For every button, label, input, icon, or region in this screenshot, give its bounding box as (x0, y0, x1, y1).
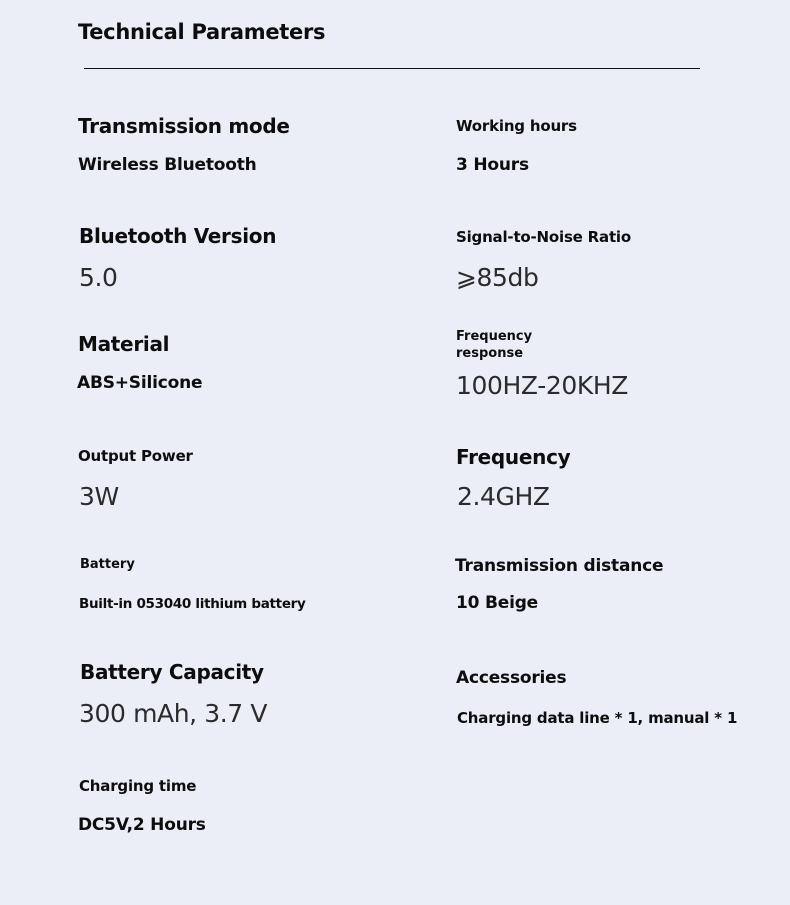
charging-time-value: DC5V,2 Hours (78, 815, 206, 835)
bluetooth-version-label: Bluetooth Version (79, 224, 277, 248)
material-label: Material (78, 332, 170, 356)
title-divider (84, 68, 700, 69)
frequency-value: 2.4GHZ (457, 482, 550, 511)
frequency-response-label-line2: response (456, 346, 524, 361)
battery-capacity-value: 300 mAh, 3.7 V (79, 699, 268, 728)
bluetooth-version-value: 5.0 (79, 263, 118, 292)
working-hours-value: 3 Hours (456, 155, 529, 175)
output-power-value: 3W (79, 482, 119, 511)
accessories-label: Accessories (456, 668, 567, 688)
output-power-label: Output Power (78, 447, 193, 465)
working-hours-label: Working hours (456, 117, 577, 135)
frequency-response-label-line1: Frequency (456, 329, 533, 344)
snr-label: Signal-to-Noise Ratio (456, 228, 631, 246)
transmission-mode-value: Wireless Bluetooth (78, 155, 257, 175)
frequency-label: Frequency (456, 445, 571, 469)
accessories-value: Charging data line * 1, manual * 1 (457, 709, 738, 727)
material-value: ABS+Silicone (77, 373, 203, 393)
transmission-distance-label: Transmission distance (455, 556, 664, 576)
charging-time-label: Charging time (79, 777, 197, 795)
battery-value: Built-in 053040 lithium battery (79, 596, 306, 612)
transmission-mode-label: Transmission mode (78, 114, 290, 138)
battery-capacity-label: Battery Capacity (80, 660, 264, 684)
frequency-response-value: 100HZ-20KHZ (456, 371, 628, 400)
page-title: Technical Parameters (78, 20, 326, 44)
snr-value: ⩾85db (456, 263, 539, 292)
frequency-response-label (456, 328, 532, 362)
transmission-distance-value: 10 Beige (456, 593, 538, 613)
battery-label: Battery (80, 557, 135, 572)
